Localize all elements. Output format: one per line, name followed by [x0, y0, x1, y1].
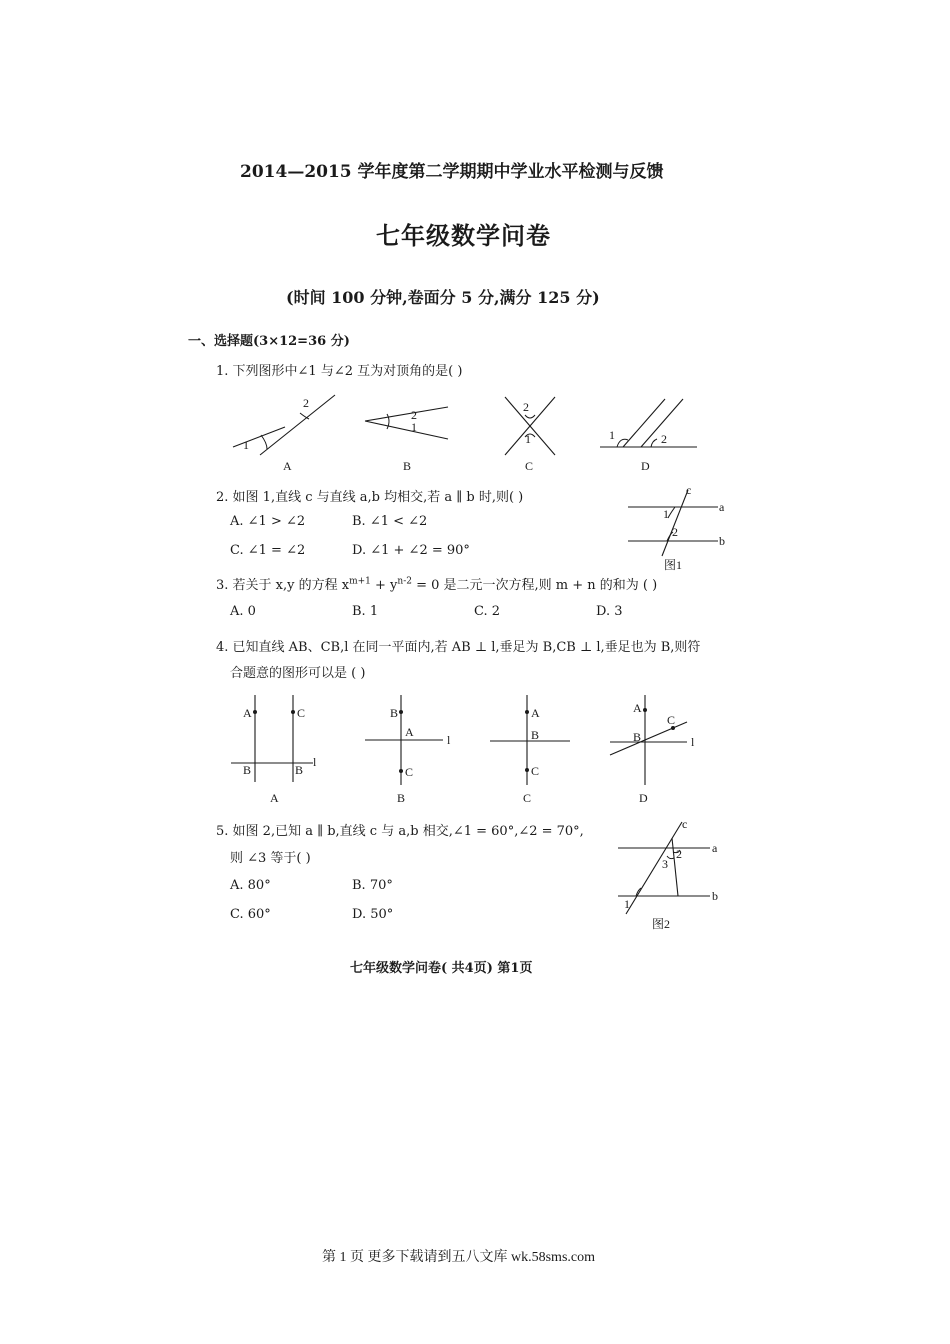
q4-option-b: B	[397, 791, 406, 805]
q2-option-c: C. ∠1 = ∠2	[230, 543, 306, 558]
q1-option-d: D	[641, 459, 650, 473]
q1c-angle-1: 1	[525, 432, 531, 446]
q3-option-b: B. 1	[352, 604, 379, 619]
q3-text-c: = 0 是二元一次方程,则 m + n 的和为 ( )	[411, 578, 658, 593]
fig1-angle-2: 2	[672, 525, 678, 539]
q4-figure-b	[365, 695, 451, 805]
fig2-angle-1: 1	[624, 897, 630, 911]
q4-figure-d	[610, 695, 695, 805]
q4a-point-a: A	[243, 706, 252, 720]
q2-option-d: D. ∠1 + ∠2 = 90°	[352, 543, 470, 558]
q5-option-c: C. 60°	[230, 907, 271, 922]
question-3-text	[216, 574, 657, 593]
q1d-angle-1: 1	[609, 428, 615, 442]
q4c-point-b: B	[531, 728, 540, 742]
q5-option-d: D. 50°	[352, 907, 394, 922]
figure-2	[612, 816, 734, 934]
q3-option-c: C. 2	[474, 604, 501, 619]
q4b-line-l: l	[447, 733, 451, 747]
fig2-label-a: a	[712, 841, 718, 855]
fig1-caption: 图1	[664, 558, 683, 572]
q4c-point-a: A	[531, 706, 540, 720]
q3-exp-1: m+1	[349, 576, 371, 587]
q1d-angle-2: 2	[661, 432, 667, 446]
q4a-point-b2: B	[295, 763, 304, 777]
q4-figure-c	[490, 695, 570, 805]
exam-info: (时间 100 分钟,卷面分 5 分,满分 125 分)	[286, 288, 600, 307]
q1-option-b: B	[403, 459, 412, 473]
download-note: 第 1 页 更多下载请到五八文库 wk.58sms.com	[322, 1250, 595, 1265]
paper-title: 七年级数学问卷	[376, 221, 551, 250]
q1b-angle-1: 1	[411, 420, 417, 434]
question-5-line-2: 则 ∠3 等于( )	[230, 851, 311, 866]
fig1-angle-1: 1	[663, 507, 669, 521]
q3-text-b: + y	[370, 578, 398, 593]
fig2-label-b: b	[712, 889, 718, 903]
exam-header-title: 2014—2015 学年度第二学期期中学业水平检测与反馈	[240, 162, 664, 182]
q1-figure-a	[233, 395, 335, 473]
q1-figure-b	[365, 407, 448, 473]
fig1-label-b: b	[719, 534, 725, 548]
q4-option-a: A	[270, 791, 279, 805]
q1c-angle-2: 2	[523, 400, 529, 414]
q1a-angle-2: 2	[303, 396, 309, 410]
q4-option-c: C	[523, 791, 532, 805]
q4d-point-a: A	[633, 701, 642, 715]
q1a-angle-1: 1	[243, 438, 249, 452]
page-footer: 七年级数学问卷( 共4页) 第1页	[350, 961, 533, 976]
q1b-angle-2: 2	[411, 408, 417, 422]
q4d-point-b: B	[633, 730, 642, 744]
question-4-figures	[225, 690, 715, 812]
q1-figure-c	[505, 397, 555, 473]
fig2-angle-2: 2	[676, 847, 682, 861]
q5-option-b: B. 70°	[352, 878, 393, 893]
q4a-point-c: C	[297, 706, 306, 720]
q2-option-a: A. ∠1 > ∠2	[230, 514, 306, 529]
fig2-label-c: c	[682, 817, 688, 831]
q4a-point-b1: B	[243, 763, 252, 777]
question-2-text: 2. 如图 1,直线 c 与直线 a,b 均相交,若 a ∥ b 时,则( )	[216, 490, 524, 505]
q5-option-a: A. 80°	[230, 878, 271, 893]
q2-option-b: B. ∠1 < ∠2	[352, 514, 428, 529]
q4d-line-l: l	[691, 735, 695, 749]
q4d-point-c: C	[667, 713, 676, 727]
fig1-label-a: a	[719, 500, 725, 514]
question-5-line-1: 5. 如图 2,已知 a ∥ b,直线 c 与 a,b 相交,∠1 = 60°,∠2 = 70°,	[216, 824, 584, 839]
q3-option-a: A. 0	[230, 604, 256, 619]
q4b-point-c: C	[405, 765, 414, 779]
question-4-line-1: 4. 已知直线 AB、CB,l 在同一平面内,若 AB ⊥ l,垂足为 B,CB ⊥ l,垂足也为 B,则符	[216, 640, 701, 655]
question-1-figures	[215, 385, 705, 475]
q4b-point-b: B	[390, 706, 399, 720]
section-heading: 一、选择题(3×12=36 分)	[188, 334, 350, 349]
fig2-angle-3: 3	[662, 857, 668, 871]
fig1-label-c: c	[686, 484, 692, 497]
question-1-text: 1. 下列图形中∠1 与∠2 互为对顶角的是( )	[216, 364, 463, 379]
q4-figure-a	[231, 695, 317, 805]
q3-exp-2: n-2	[397, 576, 412, 587]
q3-text-a: 3. 若关于 x,y 的方程 x	[216, 578, 350, 593]
fig2-caption: 图2	[652, 917, 671, 931]
q1-option-a: A	[283, 459, 292, 473]
question-4-line-2: 合题意的图形可以是 ( )	[230, 666, 366, 681]
q3-option-d: D. 3	[596, 604, 623, 619]
q4b-point-a: A	[405, 725, 414, 739]
q4c-point-c: C	[531, 764, 540, 778]
q1-option-c: C	[525, 459, 534, 473]
figure-1	[622, 484, 732, 572]
q1-figure-d	[600, 399, 697, 473]
q4a-line-l: l	[313, 755, 317, 769]
q4-option-d: D	[639, 791, 648, 805]
